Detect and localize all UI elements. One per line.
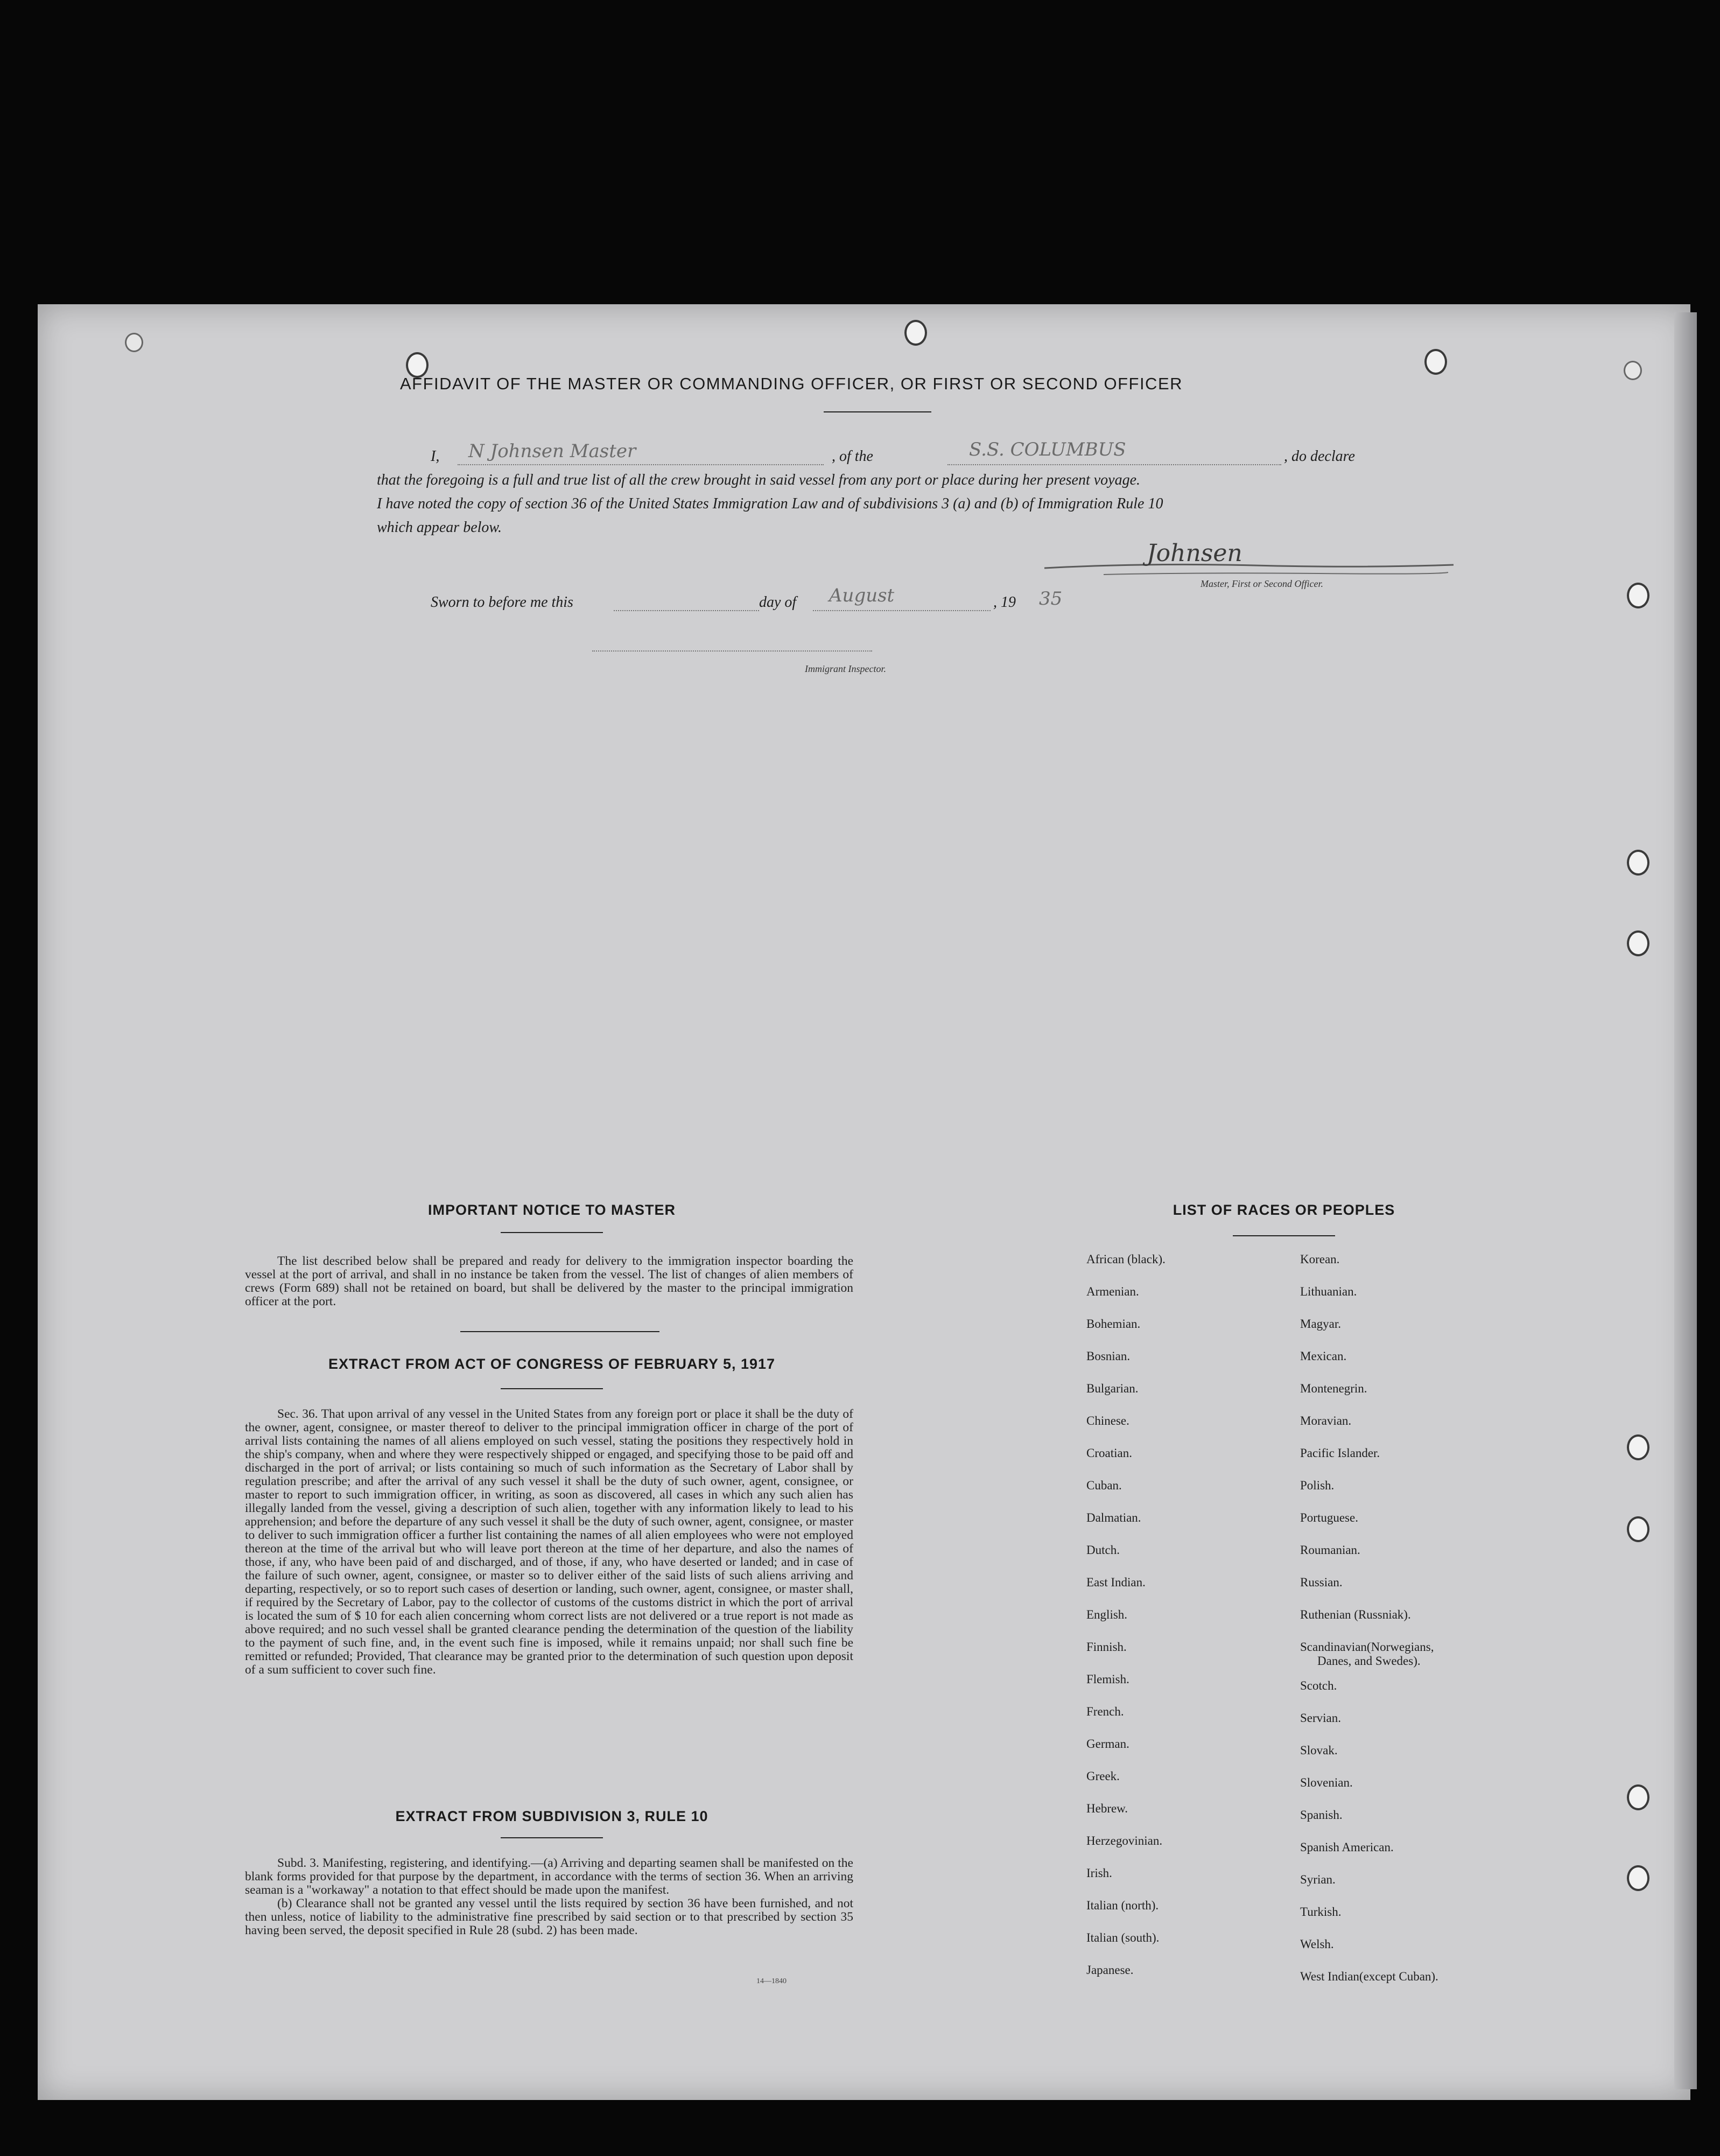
affidavit-line-4: which appear below. xyxy=(377,519,502,536)
race-item: Montenegrin. xyxy=(1300,1382,1367,1395)
race-item: Herzegovinian. xyxy=(1086,1834,1163,1847)
inspector-caption: Immigrant Inspector. xyxy=(805,663,886,674)
inspector-line xyxy=(592,650,872,652)
handwritten-month: August xyxy=(829,585,895,606)
punch-hole xyxy=(1627,1865,1649,1891)
act-rule xyxy=(501,1388,603,1389)
affidavit-i: I, xyxy=(431,448,440,465)
affidavit-line-3: I have noted the copy of section 36 of the United States Immigration Law and of subdivisions 3 (a) and (b) of Immigration Rule 10 xyxy=(377,495,1163,512)
race-item: Polish. xyxy=(1300,1479,1335,1492)
race-item: Scandinavian(Norwegians, xyxy=(1300,1640,1434,1654)
rule-rule xyxy=(501,1837,603,1838)
race-item: Slovenian. xyxy=(1300,1776,1353,1789)
race-item: German. xyxy=(1086,1737,1129,1751)
race-item: Servian. xyxy=(1300,1711,1342,1725)
race-item: Flemish. xyxy=(1086,1672,1129,1686)
race-item: Greek. xyxy=(1086,1769,1120,1783)
race-item: Korean. xyxy=(1300,1252,1340,1266)
affidavit-title: AFFIDAVIT OF THE MASTER OR COMMANDING OFFICER, OR FIRST OR SECOND OFFICER xyxy=(399,374,1183,393)
race-item: Turkish. xyxy=(1300,1905,1342,1919)
race-item: Welsh. xyxy=(1300,1937,1334,1951)
race-item: Lithuanian. xyxy=(1300,1285,1357,1298)
race-item: West Indian(except Cuban). xyxy=(1300,1970,1438,1983)
handwritten-vessel: S.S. COLUMBUS xyxy=(969,439,1126,460)
act-paragraph: Sec. 36. That upon arrival of any vessel in the United States from any foreign port or place it shall be the duty of the owner, agent, consignee, or master thereof to deliver to the principal immigration officer in charge of the port of arrival lists containing the names of all aliens employed on such vessel, stating the positions they respectively hold in the ship's company, when and where they were respectively shipped or engaged, and specifying those to be paid off and discharged in the port of arrival; or lists containing so much of such information as the Secretary of Labor shall by regulation prescribe; and after the arrival of any such vessel it shall be the duty of such owner, agent, consignee, or master to report to such immigration officer, in writing, as soon as discovered, all cases in which any such alien has illegally landed from the vessel, giving a description of such alien, together with any information likely to lead to his apprehension; and before the departure of any such vessel it shall be the duty of such owner, agent, consignee, or master to deliver to such immigration officer a further list containing the names of all alien employees who were not employed thereon at the time of the arrival but who will leave port thereon at the time of her departure, and also the names of those, if any, who have been paid of and discharged, and of those, if any, who have deserted or landed; and in case of the failure of such owner, agent, consignee, or master so to deliver either of the said lists of such aliens arriving and departing, respectively, or so to report such cases of desertion or landing, such owner, agent, consignee, or master shall, if required by the Secretary of Labor, pay to the collector of customs of the customs district in which the port of arrival is located the sum of $ 10 for each alien concerning whom correct lists are not delivered or a true report is not made as above required; and no such vessel shall be granted clearance pending the determination of the question of the liability to the payment of such fine, and, in the event such fine is imposed, while it remains unpaid; nor shall such fine be remitted or refunded; Provided, That clearance may be granted prior to the determination of such question upon deposit of a sum sufficient to cover such fine. xyxy=(245,1407,853,1677)
race-item: Dalmatian. xyxy=(1086,1511,1141,1524)
rule-heading: EXTRACT FROM SUBDIVISION 3, RULE 10 xyxy=(395,1808,708,1824)
notice-text xyxy=(245,1255,853,1308)
day-line xyxy=(614,610,759,611)
race-item: East Indian. xyxy=(1086,1576,1146,1589)
race-item: Croatian. xyxy=(1086,1446,1132,1460)
race-item: Japanese. xyxy=(1086,1963,1134,1977)
month-line xyxy=(813,610,991,611)
punch-hole xyxy=(1627,583,1649,608)
punch-hole xyxy=(1627,1516,1649,1542)
vessel-line xyxy=(947,464,1281,465)
race-item: Syrian. xyxy=(1300,1873,1336,1886)
race-item: French. xyxy=(1086,1705,1124,1718)
race-item: Magyar. xyxy=(1300,1317,1342,1331)
name-line xyxy=(458,464,824,465)
race-item: Armenian. xyxy=(1086,1285,1139,1298)
rule-paragraph-a: Subd. 3. Manifesting, registering, and identifying.—(a) Arriving and departing seamen shall be manifested on the blank forms provided for that purpose by the department, in accordance with the terms of section 36. When an arriving seaman is a "workaway" a notation to that effect should be made upon the manifest. xyxy=(245,1856,853,1897)
punch-hole xyxy=(1627,1784,1649,1810)
rule-text xyxy=(245,1857,853,1937)
handwritten-year: 35 xyxy=(1039,588,1063,610)
notice-paragraph: The list described below shall be prepared and ready for delivery to the immigration inspector boarding the vessel at the port of arrival, and shall in no instance be taken from the vessel. The list of changes of alien members of crews (Form 689) shall not be retained on board, but shall be delivered by the master to the principal immigration officer at the port. xyxy=(245,1254,853,1308)
race-item: Russian. xyxy=(1300,1576,1343,1589)
affidavit-of-the: , of the xyxy=(832,448,873,465)
notice-divider xyxy=(460,1331,659,1332)
punch-hole xyxy=(1627,1434,1649,1460)
race-item: Dutch. xyxy=(1086,1543,1120,1557)
punch-hole xyxy=(1627,850,1649,876)
race-item-continuation: Danes, and Swedes). xyxy=(1317,1654,1421,1668)
race-item: Italian (north). xyxy=(1086,1899,1159,1912)
race-item: Portuguese. xyxy=(1300,1511,1358,1524)
race-item: Pacific Islander. xyxy=(1300,1446,1380,1460)
day-of-text: day of xyxy=(759,594,797,611)
race-item: Cuban. xyxy=(1086,1479,1122,1492)
punch-hole xyxy=(904,320,927,346)
punch-hole xyxy=(1624,361,1642,380)
race-item: Bulgarian. xyxy=(1086,1382,1139,1395)
form-number: 14—1840 xyxy=(756,1977,787,1985)
affidavit-line-2: that the foregoing is a full and true list of all the crew brought in said vessel from any port or place during her present voyage. xyxy=(377,472,1141,488)
notice-rule xyxy=(501,1232,603,1233)
notice-heading: IMPORTANT NOTICE TO MASTER xyxy=(428,1202,676,1218)
act-text xyxy=(245,1408,853,1677)
race-item: Mexican. xyxy=(1300,1349,1347,1363)
race-item: Roumanian. xyxy=(1300,1543,1360,1557)
page-edge xyxy=(1674,312,1697,2089)
title-rule xyxy=(824,411,931,412)
race-item: Chinese. xyxy=(1086,1414,1129,1427)
affidavit-do-declare: , do declare xyxy=(1284,448,1355,465)
handwritten-name: N Johnsen Master xyxy=(468,440,636,462)
punch-hole xyxy=(125,333,143,352)
race-item: African (black). xyxy=(1086,1252,1166,1266)
race-item: Hebrew. xyxy=(1086,1802,1128,1815)
rule-paragraph-b: (b) Clearance shall not be granted any vessel until the lists required by section 36 have been furnished, and not then unless, notice of liability to the administrative fine prescribed by said section or to that prescribed by section 35 having been served, the deposit specified in Rule 28 (subd. 2) has been made. xyxy=(245,1896,853,1937)
year-prefix: , 19 xyxy=(993,594,1016,611)
race-item: Scotch. xyxy=(1300,1679,1337,1692)
signature-caption: Master, First or Second Officer. xyxy=(1201,578,1323,589)
punch-hole xyxy=(1424,349,1447,375)
race-item: Italian (south). xyxy=(1086,1931,1160,1944)
races-rule xyxy=(1233,1235,1335,1236)
race-item: Slovak. xyxy=(1300,1744,1338,1757)
race-item: Moravian. xyxy=(1300,1414,1352,1427)
race-item: Ruthenian (Russniak). xyxy=(1300,1608,1411,1621)
race-item: Bohemian. xyxy=(1086,1317,1141,1331)
signature-text: Johnsen xyxy=(1147,540,1242,567)
races-heading: LIST OF RACES OR PEOPLES xyxy=(1173,1202,1395,1218)
race-item: Irish. xyxy=(1086,1866,1112,1880)
race-item: Spanish American. xyxy=(1300,1840,1394,1854)
race-item: English. xyxy=(1086,1608,1128,1621)
race-item: Finnish. xyxy=(1086,1640,1127,1654)
race-item: Spanish. xyxy=(1300,1808,1343,1822)
sworn-text: Sworn to before me this xyxy=(431,594,573,611)
act-heading: EXTRACT FROM ACT OF CONGRESS OF FEBRUARY 5, 1917 xyxy=(328,1356,776,1372)
race-item: Bosnian. xyxy=(1086,1349,1131,1363)
punch-hole xyxy=(1627,930,1649,956)
